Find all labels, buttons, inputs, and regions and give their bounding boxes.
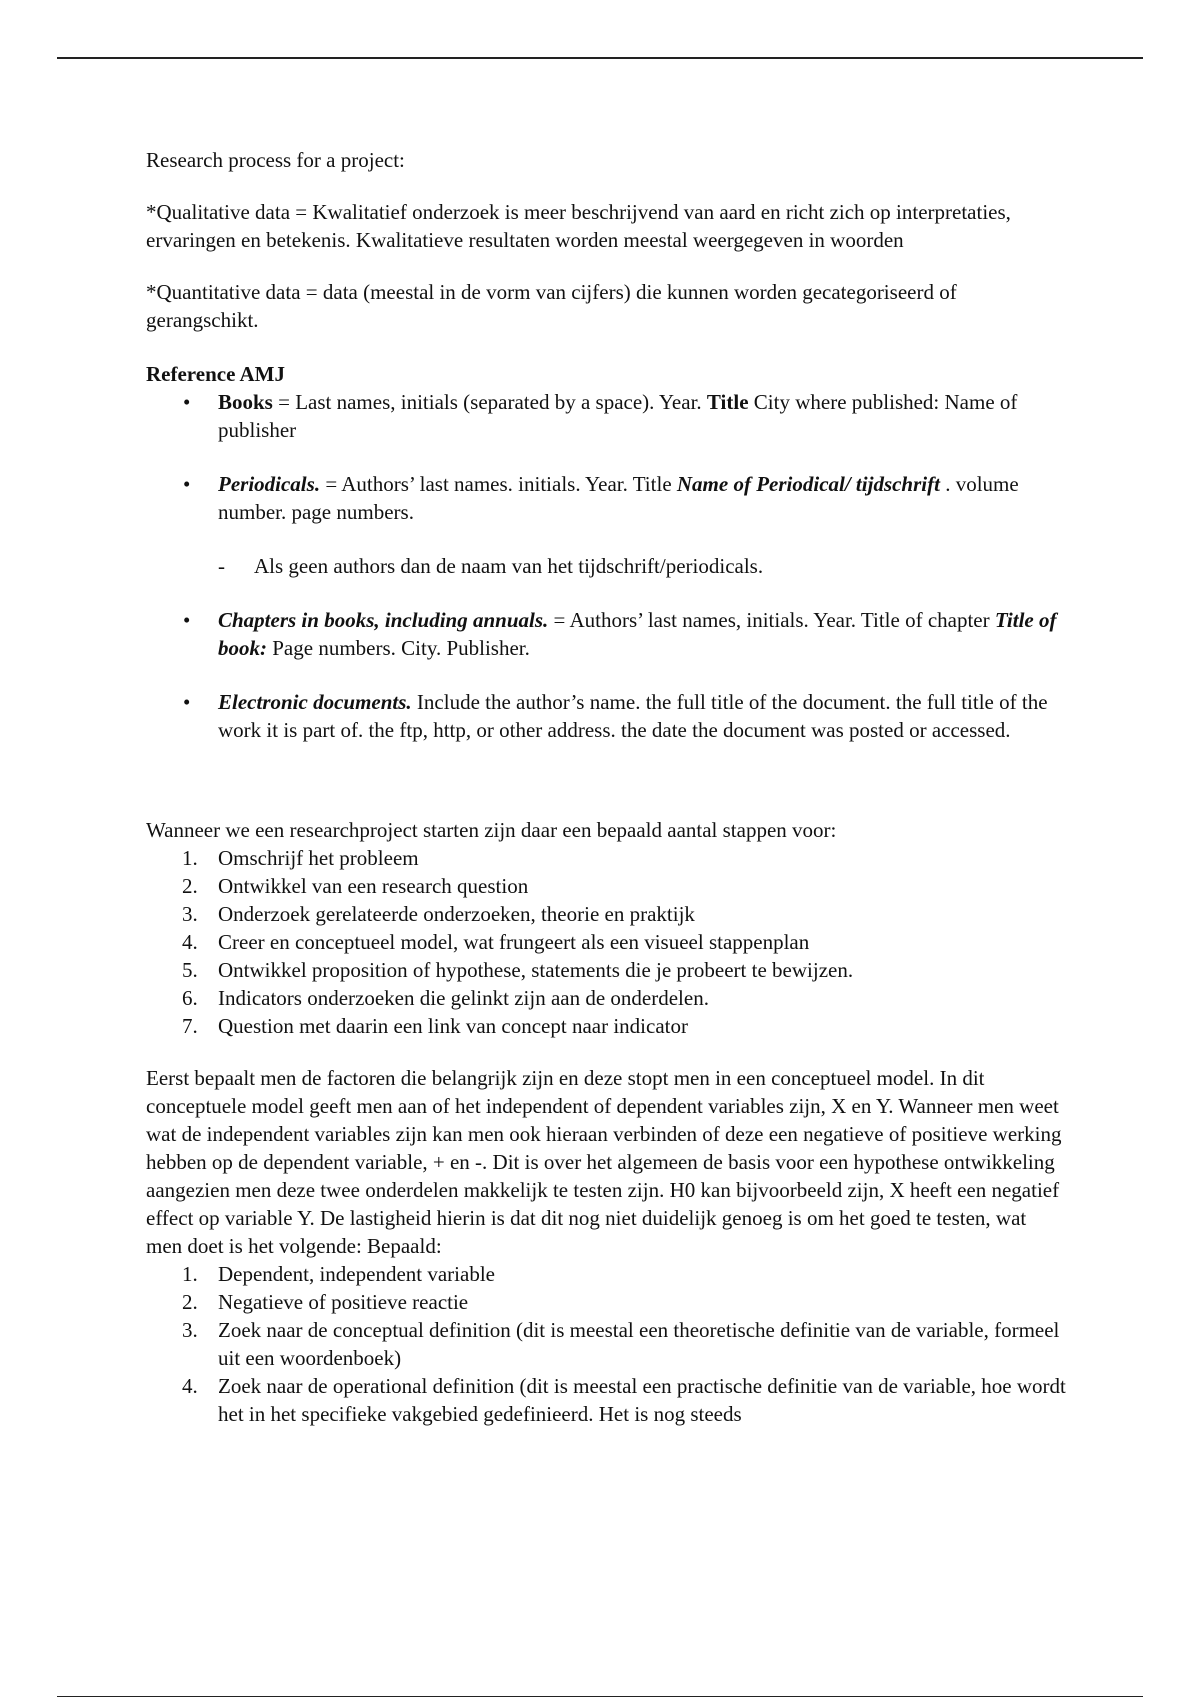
note-text: Als geen authors dan de naam van het tijdschrift/periodicals. xyxy=(254,554,764,578)
step-item xyxy=(146,928,1066,956)
periodicals-name: Name of Periodical/ tijdschrift xyxy=(676,472,940,496)
step-item xyxy=(146,956,1066,984)
electronic-term: Electronic documents. xyxy=(218,690,412,714)
step-number: 1. xyxy=(182,846,198,870)
determine-text: Dependent, independent variable xyxy=(218,1262,495,1286)
top-rule xyxy=(57,57,1143,59)
chapters-term: Chapters in books, including annuals. xyxy=(218,608,549,632)
periodicals-text-1: = Authors’ last names. initials. Year. Title xyxy=(320,472,677,496)
step-number: 6. xyxy=(182,986,198,1010)
step-text: Creer en conceptueel model, wat frungeert als een visueel stappenplan xyxy=(218,930,810,954)
bottom-rule xyxy=(57,1696,1143,1697)
step-number: 5. xyxy=(182,958,198,982)
step-number: 2. xyxy=(182,874,198,898)
reference-books xyxy=(146,388,1066,444)
periodicals-note xyxy=(146,552,1066,580)
note-dash: - xyxy=(218,554,225,578)
reference-periodicals xyxy=(146,470,1066,526)
determine-item xyxy=(146,1372,1066,1428)
determine-item xyxy=(146,1288,1066,1316)
determine-list xyxy=(146,1260,1066,1428)
books-text-2: City where published: Name of publisher xyxy=(218,390,1018,442)
reference-list xyxy=(146,388,1066,526)
determine-number: 1. xyxy=(182,1262,198,1286)
step-number: 3. xyxy=(182,902,198,926)
qualitative-definition: *Qualitative data = Kwalitatief onderzoek is meer beschrijvend van aard en richt zich op interpretaties, ervaringen en betekenis. Kwalitatieve resultaten worden meestal weergegeven in woorden xyxy=(146,200,1011,252)
step-text: Onderzoek gerelateerde onderzoeken, theorie en praktijk xyxy=(218,902,695,926)
reference-heading: Reference AMJ xyxy=(146,362,285,386)
reference-chapters xyxy=(146,606,1066,662)
reference-electronic xyxy=(146,688,1066,744)
periodicals-text-2: . volume number. page numbers. xyxy=(218,472,1019,524)
periodicals-term: Periodicals. xyxy=(218,472,321,496)
step-text: Indicators onderzoeken die gelinkt zijn aan de onderdelen. xyxy=(218,986,709,1010)
steps-intro: Wanneer we een researchproject starten zijn daar een bepaald aantal stappen voor: xyxy=(146,818,837,842)
books-term: Books xyxy=(218,390,273,414)
steps-list xyxy=(146,844,1066,1040)
determine-text: Negatieve of positieve reactie xyxy=(218,1290,469,1314)
step-item xyxy=(146,984,1066,1012)
chapters-text-2: Page numbers. City. Publisher. xyxy=(267,636,530,660)
intro-line: Research process for a project: xyxy=(146,148,405,172)
document-body xyxy=(146,146,1066,1428)
step-number: 7. xyxy=(182,1014,198,1038)
electronic-text: Include the author’s name. the full title of the document. the full title of the work it is part of. the ftp, http, or other address. the date the document was posted or accessed. xyxy=(218,690,1048,742)
step-text: Ontwikkel van een research question xyxy=(218,874,529,898)
determine-text: Zoek naar de conceptual definition (dit is meestal een theoretische definitie van de variable, formeel uit een woordenboek) xyxy=(218,1318,1060,1370)
step-item xyxy=(146,900,1066,928)
step-text: Omschrijf het probleem xyxy=(218,846,419,870)
step-item xyxy=(146,872,1066,900)
conceptual-model-paragraph: Eerst bepaalt men de factoren die belangrijk zijn en deze stopt men in een conceptueel model. In dit conceptuele model geeft men aan of het independent of dependent variables zijn, X en Y. Wanneer men weet wat de independent variables zijn kan men ook hieraan verbinden of deze een negatieve of positieve werking hebben op de dependent variable, + en -. Dit is over het algemeen de basis voor een hypothese ontwikkeling aangezien men deze twee onderdelen makkelijk te testen zijn. H0 kan bijvoorbeeld zijn, X heeft een negatief effect op variable Y. De lastigheid hierin is dat dit nog niet duidelijk genoeg is om het goed te testen, wat men doet is het volgende: Bepaald: xyxy=(146,1066,1062,1258)
determine-item xyxy=(146,1260,1066,1288)
chapters-text-1: = Authors’ last names, initials. Year. Title of chapter xyxy=(548,608,995,632)
chapters-book: Title of book: xyxy=(218,608,1057,660)
determine-number: 3. xyxy=(182,1318,198,1342)
determine-text: Zoek naar de operational definition (dit is meestal een practische definitie van de variable, hoe wordt het in het specifieke vakgebied gedefinieerd. Het is nog steeds xyxy=(218,1374,1066,1426)
step-item xyxy=(146,1012,1066,1040)
books-title: Title xyxy=(706,390,749,414)
books-text-1: = Last names, initials (separated by a space). Year. xyxy=(272,390,707,414)
step-text: Question met daarin een link van concept naar indicator xyxy=(218,1014,688,1038)
reference-list-continued xyxy=(146,606,1066,744)
step-item xyxy=(146,844,1066,872)
step-text: Ontwikkel proposition of hypothese, statements die je probeert te bewijzen. xyxy=(218,958,854,982)
quantitative-definition: *Quantitative data = data (meestal in de vorm van cijfers) die kunnen worden gecategoriseerd of gerangschikt. xyxy=(146,280,957,332)
determine-number: 2. xyxy=(182,1290,198,1314)
determine-item xyxy=(146,1316,1066,1372)
step-number: 4. xyxy=(182,930,198,954)
determine-number: 4. xyxy=(182,1374,198,1398)
